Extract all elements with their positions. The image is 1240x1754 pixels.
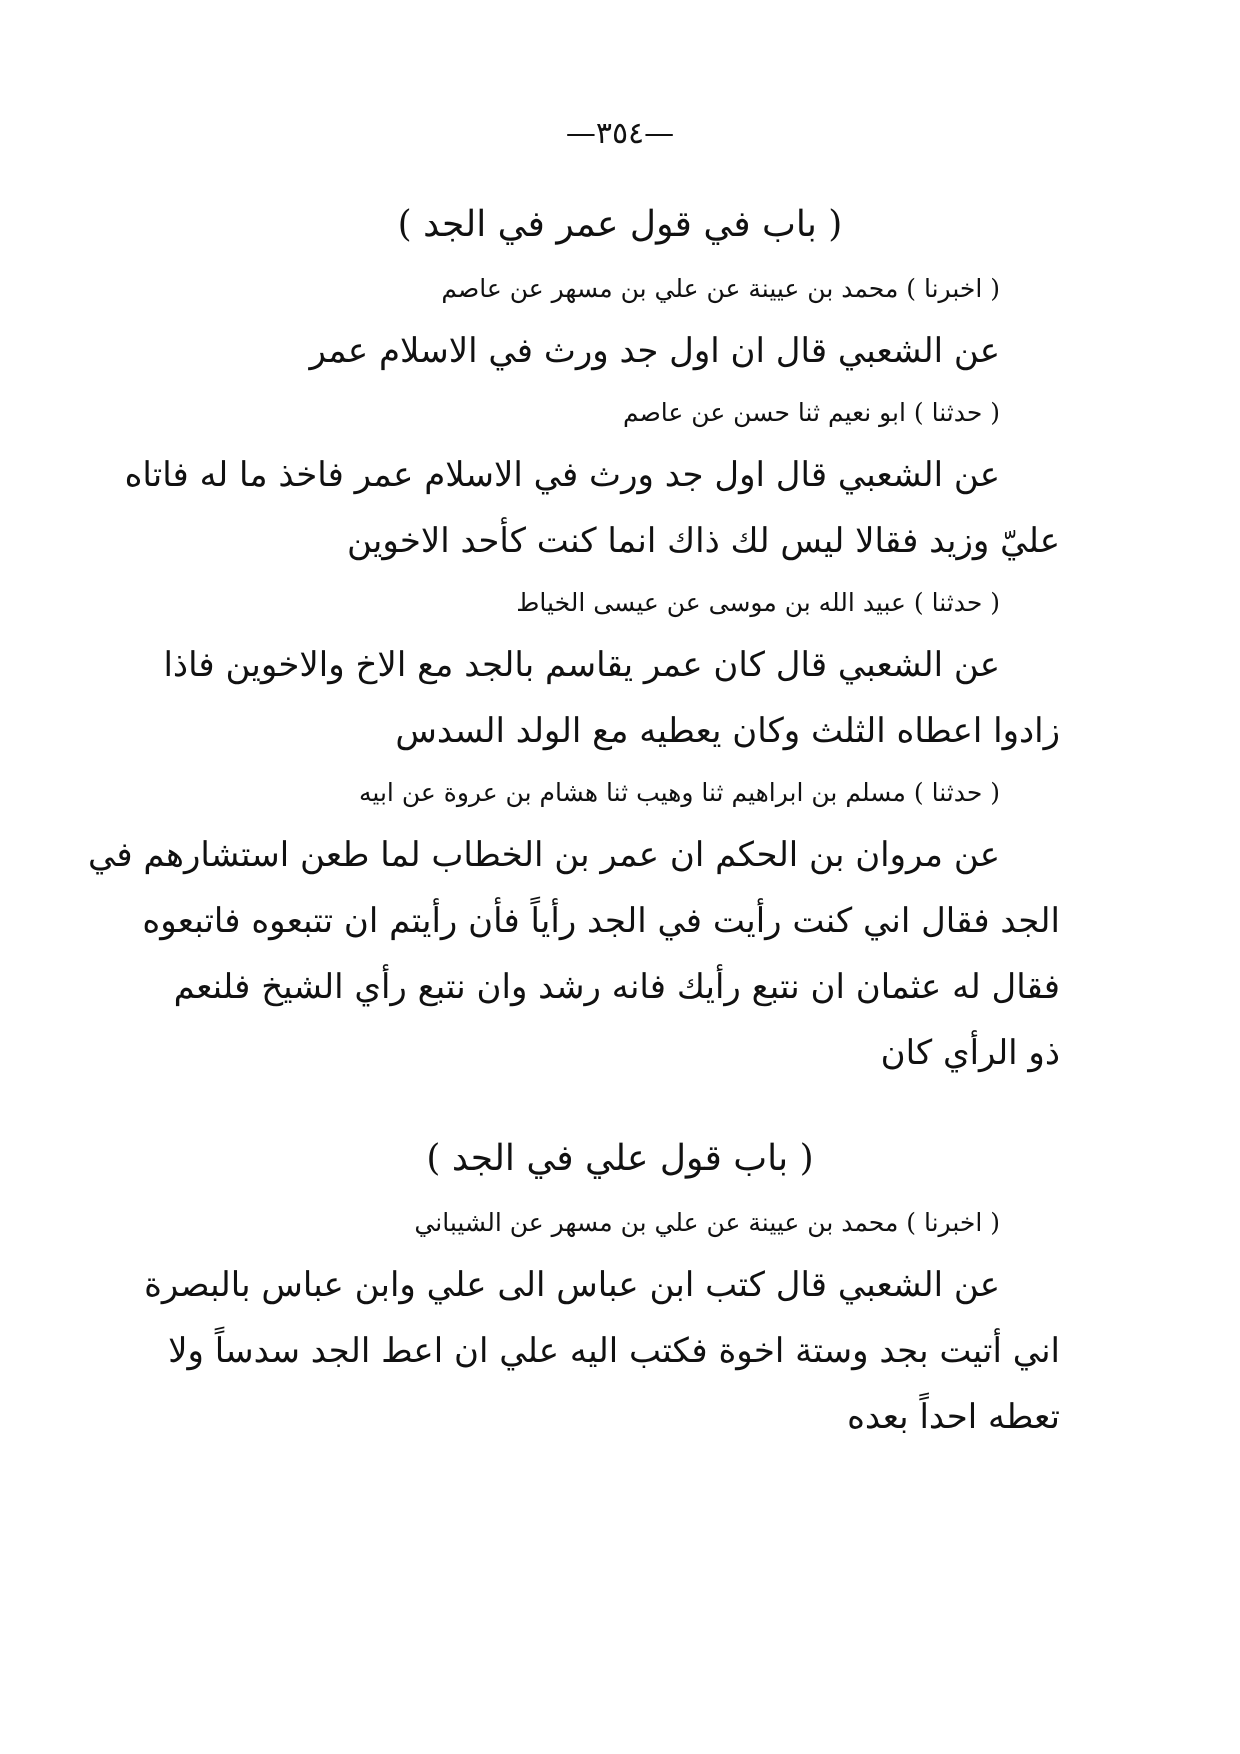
matn-line: عن الشعبي قال اول جد ورث في الاسلام عمر فاخذ ما له فاتاه [124, 455, 1000, 495]
arabic-text-block [87, 190, 1060, 1450]
isnad-line: ( حدثنا ) عبيد الله بن موسى عن عيسى الخياط [516, 588, 1000, 617]
isnad-line: ( اخبرنا ) محمد بن عيينة عن علي بن مسهر عن الشيباني [414, 1208, 1000, 1237]
matn-line: عن الشعبي قال ان اول جد ورث في الاسلام عمر [309, 331, 1000, 371]
isnad-line: ( اخبرنا ) محمد بن عيينة عن علي بن مسهر عن عاصم [441, 274, 1000, 303]
matn-line: فقال له عثمان ان نتبع رأيك فانه رشد وان نتبع رأي الشيخ فلنعم [173, 967, 1060, 1007]
isnad-line: ( حدثنا ) ابو نعيم ثنا حسن عن عاصم [622, 398, 1000, 427]
matn-line: ذو الرأي كان [880, 1033, 1060, 1073]
matn-line: عن الشعبي قال كان عمر يقاسم بالجد مع الاخ والاخوين فاذا [163, 645, 1000, 685]
matn-line: زادوا اعطاه الثلث وكان يعطيه مع الولد السدس [395, 711, 1060, 751]
matn-line: عن مروان بن الحكم ان عمر بن الخطاب لما طعن استشارهم في [87, 835, 1000, 875]
matn-line: عليّ وزيد فقالا ليس لك ذاك انما كنت كأحد الاخوين [346, 521, 1060, 561]
chapter-heading-ali: ( باب قول علي في الجد ) [426, 1138, 814, 1179]
isnad-line: ( حدثنا ) مسلم بن ابراهيم ثنا وهيب ثنا هشام بن عروة عن ابيه [359, 778, 1000, 807]
matn-line: الجد فقال اني كنت رأيت في الجد رأياً فأن رأيتم ان تتبعوه فاتبعوه [142, 901, 1060, 941]
matn-line: تعطه احداً بعده [847, 1397, 1060, 1437]
page-number: —٣٥٤— [565, 116, 675, 151]
matn-line: عن الشعبي قال كتب ابن عباس الى علي وابن عباس بالبصرة [144, 1265, 1000, 1305]
chapter-heading-umar: ( باب في قول عمر في الجد ) [397, 204, 843, 245]
matn-line: اني أتيت بجد وستة اخوة فكتب اليه علي ان اعط الجد سدساً ولا [168, 1331, 1060, 1371]
